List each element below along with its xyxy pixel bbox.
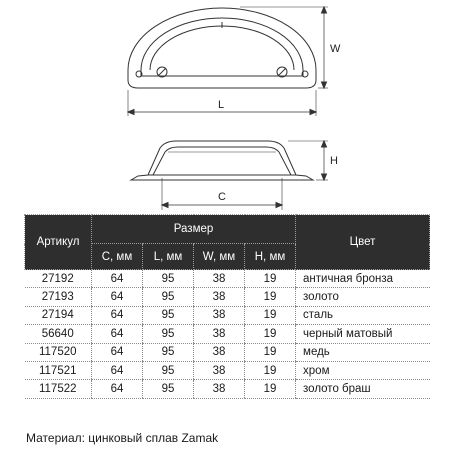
w-mm-header: W, мм — [194, 244, 245, 270]
top-view — [128, 8, 316, 88]
c-cell: 64 — [92, 343, 143, 361]
size-header: Размер — [92, 215, 296, 244]
l-cell: 95 — [143, 380, 194, 398]
color-cell: золото — [296, 288, 430, 306]
l-cell: 95 — [143, 325, 194, 343]
h-mm-header: H, мм — [245, 244, 296, 270]
h-cell: 19 — [245, 270, 296, 288]
h-cell: 19 — [245, 380, 296, 398]
w-cell: 38 — [194, 380, 245, 398]
h-cell: 19 — [245, 361, 296, 379]
w-label: W — [330, 43, 341, 55]
h-cell: 19 — [245, 325, 296, 343]
w-cell: 38 — [194, 343, 245, 361]
color-cell: хром — [296, 361, 430, 379]
side-view — [131, 141, 313, 180]
color-cell: сталь — [296, 306, 430, 324]
l-cell: 95 — [143, 270, 194, 288]
table-row — [25, 361, 430, 379]
l-cell: 95 — [143, 343, 194, 361]
c-mm-header: C, мм — [92, 244, 143, 270]
color-cell: золото браш — [296, 380, 430, 398]
article-cell: 117521 — [25, 361, 92, 379]
article-cell: 27193 — [25, 288, 92, 306]
article-cell: 117522 — [25, 380, 92, 398]
l-cell: 95 — [143, 361, 194, 379]
c-cell: 64 — [92, 325, 143, 343]
h-label: H — [330, 155, 338, 167]
l-label: L — [218, 99, 225, 111]
l-cell: 95 — [143, 288, 194, 306]
c-cell: 64 — [92, 306, 143, 324]
l-cell: 95 — [143, 306, 194, 324]
color-header: Цвет — [296, 215, 430, 270]
technical-drawing — [0, 0, 450, 212]
w-cell: 38 — [194, 325, 245, 343]
h-cell: 19 — [245, 306, 296, 324]
article-cell: 56640 — [25, 325, 92, 343]
table-row — [25, 288, 430, 306]
material-note: Материал: цинковый сплав Zamak — [26, 431, 219, 445]
table-row — [25, 325, 430, 343]
h-dimension — [288, 141, 328, 180]
spec-table — [24, 214, 430, 399]
article-cell: 27194 — [25, 306, 92, 324]
table-row — [25, 306, 430, 324]
c-label: C — [218, 191, 226, 203]
c-cell: 64 — [92, 288, 143, 306]
article-cell: 117520 — [25, 343, 92, 361]
w-cell: 38 — [194, 270, 245, 288]
table-row — [25, 343, 430, 361]
table-row — [25, 380, 430, 398]
l-mm-header: L, мм — [143, 244, 194, 270]
color-cell: медь — [296, 343, 430, 361]
c-cell: 64 — [92, 380, 143, 398]
w-cell: 38 — [194, 306, 245, 324]
article-cell: 27192 — [25, 270, 92, 288]
h-cell: 19 — [245, 288, 296, 306]
c-cell: 64 — [92, 270, 143, 288]
c-cell: 64 — [92, 361, 143, 379]
color-cell: античная бронза — [296, 270, 430, 288]
w-cell: 38 — [194, 288, 245, 306]
h-cell: 19 — [245, 343, 296, 361]
table-row — [25, 270, 430, 288]
w-cell: 38 — [194, 361, 245, 379]
article-header: Артикул — [25, 215, 92, 270]
color-cell: черный матовый — [296, 325, 430, 343]
